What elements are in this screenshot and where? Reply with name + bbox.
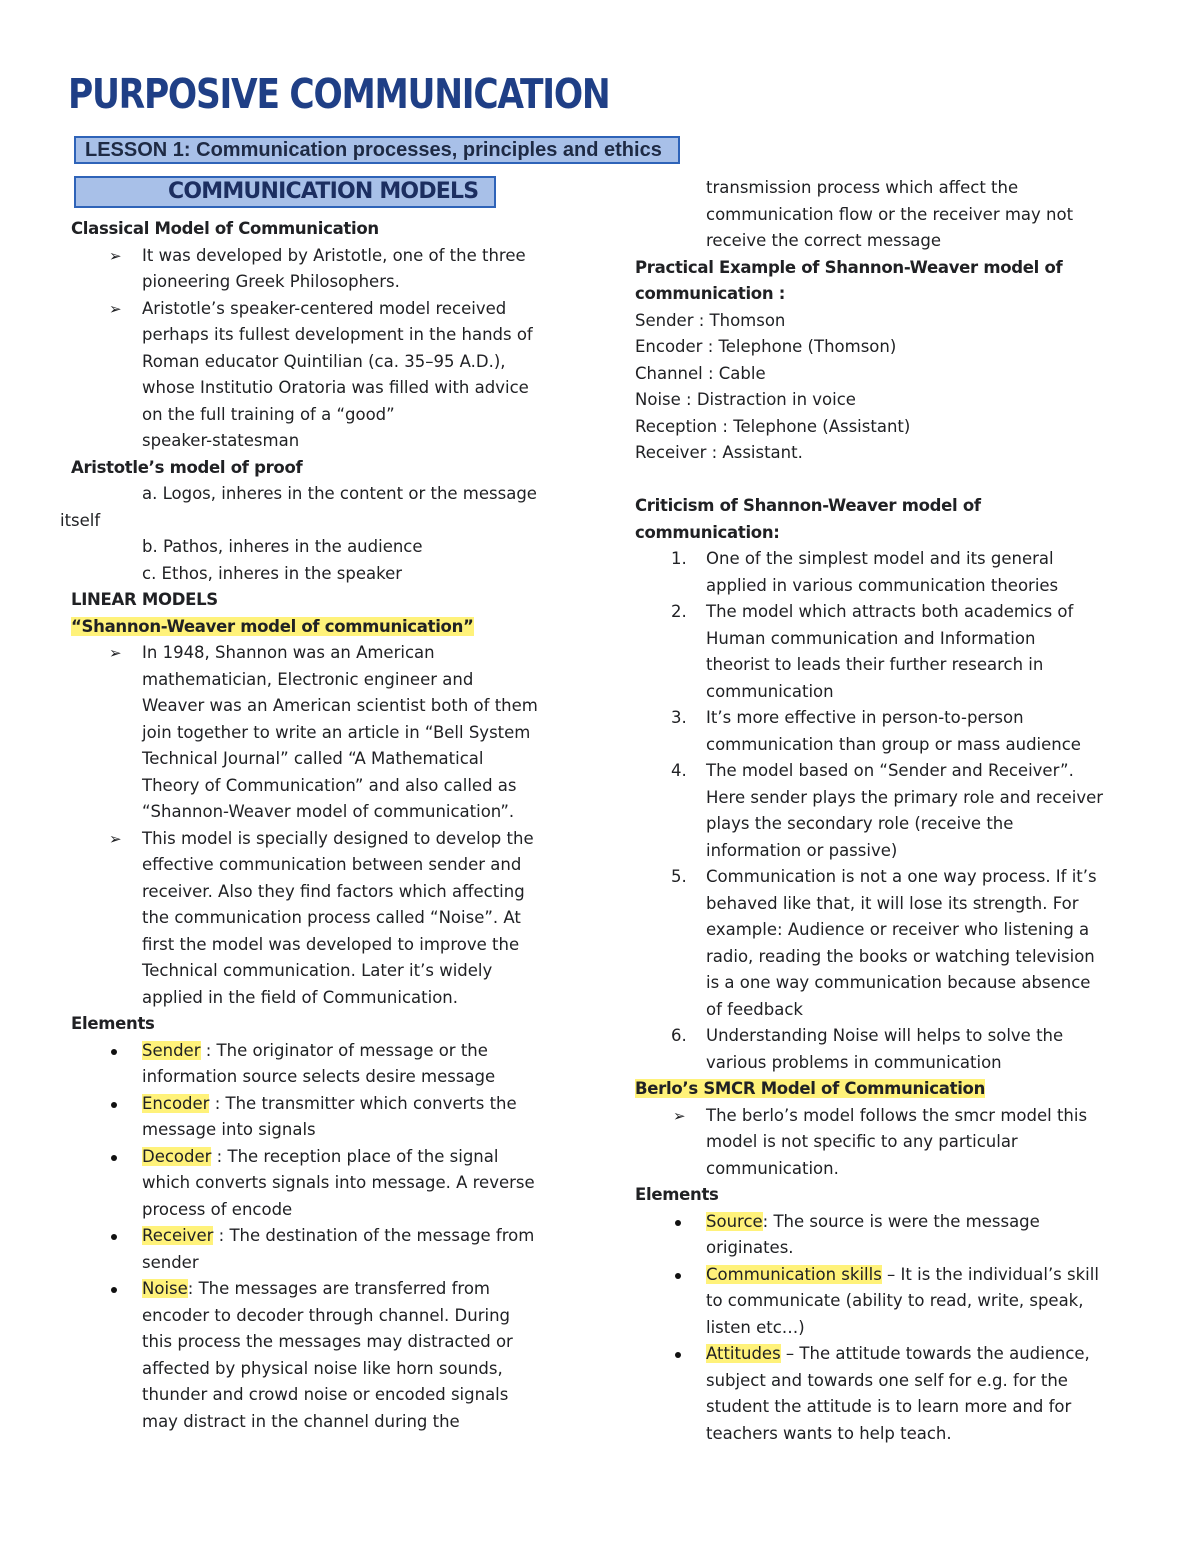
spacer xyxy=(635,467,1135,494)
continued-text: transmission process which affect the communication flow or the receiver may not receive the correct message xyxy=(706,178,1074,250)
bullet-icon xyxy=(111,1287,117,1293)
element-item: Communication skills – It is the individual’s skill to communicate (ability to read, write, speak, listen etc…) xyxy=(635,1262,1135,1342)
element-item: Source: The source is were the message originates. xyxy=(635,1209,1135,1262)
bullet-icon xyxy=(675,1352,681,1358)
practical-line: Encoder : Telephone (Thomson) xyxy=(635,337,897,356)
criticism-item: 2. The model which attracts both academics of Human communication and Information theorist to leads their further research in communication xyxy=(671,602,1074,701)
arrow-bullet: ➢ This model is specially designed to develop the effective communication between sender and receiver. Also they find factors which affecting the communication process called “Noise”. At first the model was developed to improve the Technical communication. Later it’s widely applied in the field of Communication. xyxy=(71,826,571,1012)
berlo-heading: Berlo’s SMCR Model of Communication xyxy=(635,1079,986,1098)
arrow-icon: ➢ xyxy=(109,246,122,265)
proof-item: a. Logos, inheres in the content or the message xyxy=(142,484,537,503)
arrow-icon: ➢ xyxy=(109,299,122,318)
bullet-icon xyxy=(111,1155,117,1161)
arrow-icon: ➢ xyxy=(109,829,122,848)
proof-item: c. Ethos, inheres in the speaker xyxy=(142,563,403,583)
criticism-item: 6. Understanding Noise will helps to solve the various problems in communication xyxy=(671,1026,1064,1072)
arrow-icon: ➢ xyxy=(673,1106,686,1125)
criticism-item: 4. The model based on “Sender and Receiver”. Here sender plays the primary role and receiver plays the secondary role (receive the information or passive) xyxy=(671,761,1104,860)
practical-heading-cont: communication : xyxy=(635,284,786,303)
bullet-icon xyxy=(675,1273,681,1279)
practical-line: Channel : Cable xyxy=(635,363,766,383)
classical-heading: Classical Model of Communication xyxy=(71,219,379,238)
practical-line: Noise : Distraction in voice xyxy=(635,390,856,409)
practical-line: Reception : Telephone (Assistant) xyxy=(635,416,911,436)
arrow-bullet: ➢ It was developed by Aristotle, one of the three pioneering Greek Philosophers. xyxy=(71,243,571,296)
proof-heading: Aristotle’s model of proof xyxy=(71,457,303,477)
practical-heading: Practical Example of Shannon-Weaver model of xyxy=(635,257,1063,277)
document-title: PURPOSIVE COMMUNICATION xyxy=(68,70,610,118)
elements-heading: Elements xyxy=(71,1014,155,1033)
element-item: Attitudes – The attitude towards the audience, subject and towards one self for e.g. for the student the attitude is to learn more and for teachers wants to help teach. xyxy=(635,1341,1135,1447)
criticism-heading-cont: communication: xyxy=(635,522,780,542)
lesson-banner: LESSON 1: Communication processes, principles and ethics xyxy=(74,136,680,164)
element-item: Noise: The messages are transferred from encoder to decoder through channel. During this process the messages may distracted or affected by physical noise like horn sounds, thunder and crowd noise or encoded signals may distract in the channel during the xyxy=(71,1276,571,1435)
sw-heading: “Shannon-Weaver model of communication” xyxy=(71,616,474,636)
bullet-icon xyxy=(111,1234,117,1240)
right-column xyxy=(635,175,1135,1447)
criticism-item: 3. It’s more effective in person-to-person communication than group or mass audience xyxy=(671,708,1081,754)
element-item: Sender : The originator of message or the information source selects desire message xyxy=(71,1038,571,1091)
arrow-bullet: ➢ Aristotle’s speaker-centered model received perhaps its fullest development in the hands of Roman educator Quintilian (ca. 35–95 A.D.), whose Institutio Oratoria was filled with advice on the full training of a “good” speaker-statesman xyxy=(71,296,571,455)
practical-line: Sender : Thomson xyxy=(635,310,786,330)
bullet-icon xyxy=(111,1049,117,1055)
elements-heading: Elements xyxy=(635,1185,719,1204)
criticism-item: 5. Communication is not a one way process. If it’s behaved like that, it will lose its strength. For example: Audience or receiver who listening a radio, reading the books or watching television is a one way communication because absence of feedback xyxy=(671,867,1097,1019)
bullet-icon xyxy=(675,1220,681,1226)
proof-item-cont: itself xyxy=(60,510,101,530)
criticism-heading: Criticism of Shannon-Weaver model of xyxy=(635,496,981,515)
element-item: Encoder : The transmitter which converts the message into signals xyxy=(71,1091,571,1144)
element-item: Receiver : The destination of the message from sender xyxy=(71,1223,571,1276)
practical-line: Receiver : Assistant. xyxy=(635,443,803,462)
section-banner: COMMUNICATION MODELS xyxy=(74,176,496,208)
arrow-icon: ➢ xyxy=(109,644,122,662)
criticism-item: 1. One of the simplest model and its general applied in various communication theories xyxy=(671,549,1059,595)
linear-heading: LINEAR MODELS xyxy=(71,590,218,609)
bullet-icon xyxy=(111,1102,117,1108)
arrow-bullet: ➢ In 1948, Shannon was an American mathematician, Electronic engineer and Weaver was an American scientist both of them join together to write an article in “Bell System Technical Journal” called “A Mathematical Theory of Communication” and also called as “Shannon-Weaver model of communication”. xyxy=(71,640,571,826)
element-item: Decoder : The reception place of the signal which converts signals into message. A reverse process of encode xyxy=(71,1144,571,1224)
left-column xyxy=(60,216,571,1435)
arrow-bullet: ➢ The berlo’s model follows the smcr model this model is not specific to any particular communication. xyxy=(635,1103,1135,1183)
proof-item: b. Pathos, inheres in the audience xyxy=(142,537,423,556)
